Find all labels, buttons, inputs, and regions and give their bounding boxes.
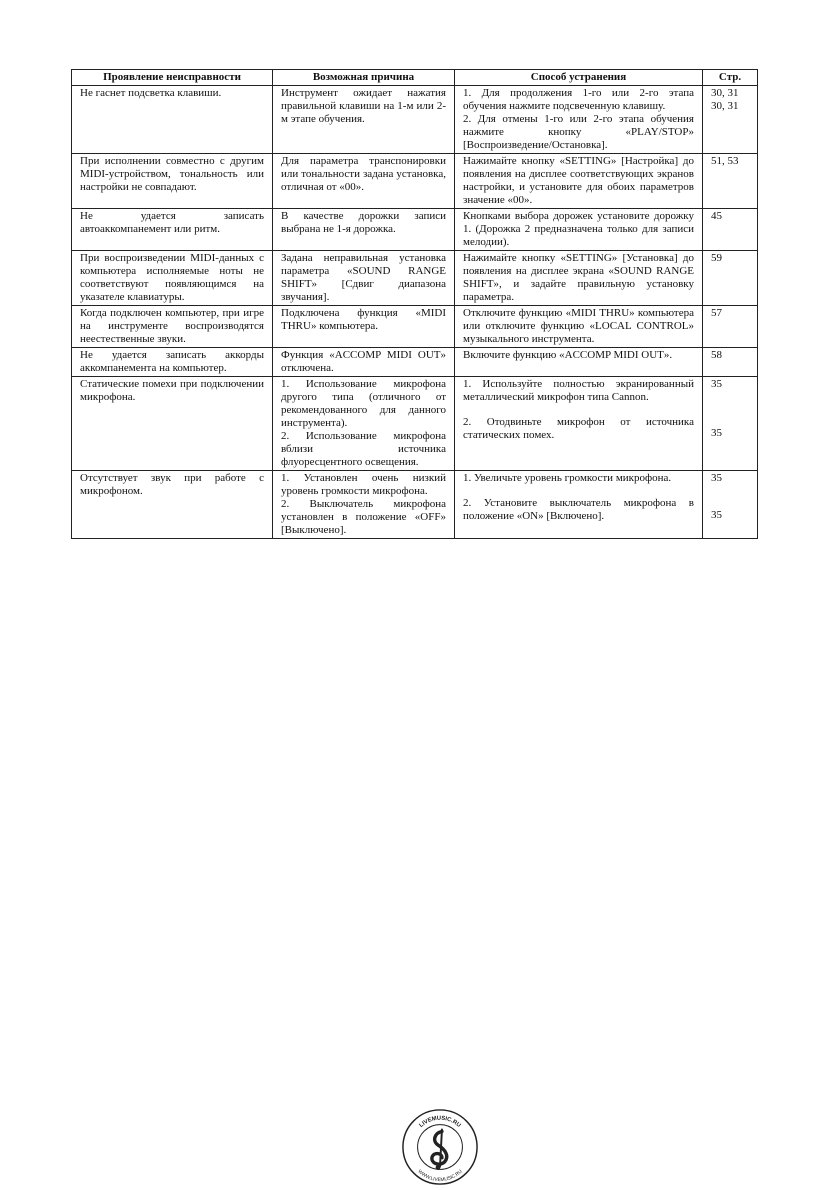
page-cell xyxy=(703,86,758,154)
spacer xyxy=(711,497,749,509)
page-ref: 30, 31 xyxy=(711,100,739,112)
cause-cell xyxy=(273,154,455,209)
cause-text: В качестве дорожки записи выбрана не 1-я дорожка. xyxy=(281,210,446,235)
solution-text: Нажимайте кнопку «SETTING» [Установка] до появления на дисплее экрана «SOUND RANGE SHIFT», и задайте правильную установку параметра. xyxy=(463,252,694,303)
spacer xyxy=(711,415,749,427)
cause-text: 1. Установлен очень низкий уровень громкости микрофона. xyxy=(281,472,446,497)
solution-cell xyxy=(455,251,703,306)
cause-text: Функция «ACCOMP MIDI OUT» отключена. xyxy=(281,349,446,374)
symptom-cell: При воспроизведении MIDI-данных с компьютера исполняемые ноты не соответствуют появляющимся на указателе клавиатуры. xyxy=(72,251,273,306)
symptom-cell: При исполнении совместно с другим MIDI-устройством, тональность или настройки не совпадают. xyxy=(72,154,273,209)
symptom-cell: Статические помехи при подключении микрофона. xyxy=(72,377,273,471)
cause-cell xyxy=(273,209,455,251)
solution-cell xyxy=(455,377,703,471)
solution-text: 1. Для продолжения 1-го или 2-го этапа обучения нажмите подсвеченную клавишу. xyxy=(463,87,694,112)
logo-text-top: LIVEMUSIC.RU xyxy=(418,1115,462,1129)
solution-text: 2. Для отмены 1-го или 2-го этапа обучения нажмите кнопку «PLAY/STOP» [Воспроизведение/Остановка]. xyxy=(463,113,694,151)
symptom-cell: Не удается записать автоаккомпанемент или ритм. xyxy=(72,209,273,251)
table-row xyxy=(72,209,758,251)
page-ref: 59 xyxy=(711,252,722,264)
solution-cell xyxy=(455,306,703,348)
solution-text: 1. Увеличьте уровень громкости микрофона. xyxy=(463,472,672,484)
solution-cell xyxy=(455,471,703,539)
solution-cell xyxy=(455,348,703,377)
page-cell xyxy=(703,306,758,348)
table-row xyxy=(72,306,758,348)
solution-text: Включите функцию «ACCOMP MIDI OUT». xyxy=(463,349,673,361)
table-header-row xyxy=(72,70,758,86)
cause-cell xyxy=(273,251,455,306)
solution-text: 2. Установите выключатель микрофона в положение «ON» [Включено]. xyxy=(463,497,694,522)
cause-cell xyxy=(273,306,455,348)
header-solution: Способ устранения xyxy=(455,70,703,86)
page-ref: 35 xyxy=(711,378,722,390)
page-ref: 35 xyxy=(711,427,722,439)
page-ref: 35 xyxy=(711,509,722,521)
table-row xyxy=(72,348,758,377)
cause-cell xyxy=(273,377,455,471)
table-row xyxy=(72,154,758,209)
page-ref: 35 xyxy=(711,472,722,484)
page-ref: 57 xyxy=(711,307,722,319)
symptom-cell: Отсутствует звук при работе с микрофоном. xyxy=(72,471,273,539)
cause-text: 2. Использование микрофона вблизи источника флуоресцентного освещения. xyxy=(281,430,446,468)
cause-cell xyxy=(273,348,455,377)
page-ref: 51, 53 xyxy=(711,155,739,167)
cause-cell xyxy=(273,86,455,154)
cause-cell xyxy=(273,471,455,539)
page-cell xyxy=(703,209,758,251)
cause-text: Для параметра транспонировки или тональности задана установка, отличная от «00». xyxy=(281,155,446,193)
spacer xyxy=(711,485,749,497)
solution-text: 1. Используйте полностью экранированный металлический микрофон типа Cannon. xyxy=(463,378,694,403)
spacer xyxy=(711,403,749,415)
solution-text: Отключите функцию «MIDI THRU» компьютера или отключите функцию «LOCAL CONTROL» музыкального инструмента. xyxy=(463,307,694,345)
symptom-cell: Не удается записать аккорды аккомпанемента на компьютер. xyxy=(72,348,273,377)
spacer xyxy=(463,485,694,497)
solution-cell xyxy=(455,86,703,154)
page-ref: 45 xyxy=(711,210,722,222)
page-cell xyxy=(703,251,758,306)
page-cell xyxy=(703,348,758,377)
cause-text: Инструмент ожидает нажатия правильной клавиши на 1-м или 2-м этапе обучения. xyxy=(281,87,446,125)
header-symptom: Проявление неисправности xyxy=(72,70,273,86)
spacer xyxy=(711,391,749,403)
header-cause: Возможная причина xyxy=(273,70,455,86)
spacer xyxy=(463,404,694,416)
troubleshooting-table xyxy=(71,69,758,539)
livemusic-logo xyxy=(401,1108,479,1186)
symptom-cell: Не гаснет подсветка клавиши. xyxy=(72,86,273,154)
solution-text: Нажимайте кнопку «SETTING» [Настройка] до появления на дисплее соответствующих экранов настройки, и установите для обоих параметров значение «00». xyxy=(463,155,694,206)
logo-text-bottom: WWW.LIVEMUSIC.RU xyxy=(416,1169,464,1184)
page-cell xyxy=(703,471,758,539)
header-page: Стр. xyxy=(703,70,758,86)
clef-icon xyxy=(432,1129,447,1169)
page-ref: 30, 31 xyxy=(711,87,739,99)
table-row xyxy=(72,471,758,539)
solution-cell xyxy=(455,209,703,251)
cause-text: Задана неправильная установка параметра «SOUND RANGE SHIFT» [Сдвиг диапазона звучания]. xyxy=(281,252,446,303)
page-cell xyxy=(703,154,758,209)
table-row xyxy=(72,251,758,306)
solution-cell xyxy=(455,154,703,209)
symptom-cell: Когда подключен компьютер, при игре на инструменте воспроизводятся неестественные звуки. xyxy=(72,306,273,348)
cause-text: 2. Выключатель микрофона установлен в положение «OFF» [Выключено]. xyxy=(281,498,446,536)
page-cell xyxy=(703,377,758,471)
table-row xyxy=(72,377,758,471)
table-row xyxy=(72,86,758,154)
page-ref: 58 xyxy=(711,349,722,361)
solution-text: Кнопками выбора дорожек установите дорожку 1. (Дорожка 2 предназначена только для записи мелодии). xyxy=(463,210,694,248)
cause-text: Подключена функция «MIDI THRU» компьютера. xyxy=(281,307,446,332)
cause-text: 1. Использование микрофона другого типа (отличного от рекомендованного для данного инструмента). xyxy=(281,378,446,429)
solution-text: 2. Отодвиньте микрофон от источника статических помех. xyxy=(463,416,694,441)
